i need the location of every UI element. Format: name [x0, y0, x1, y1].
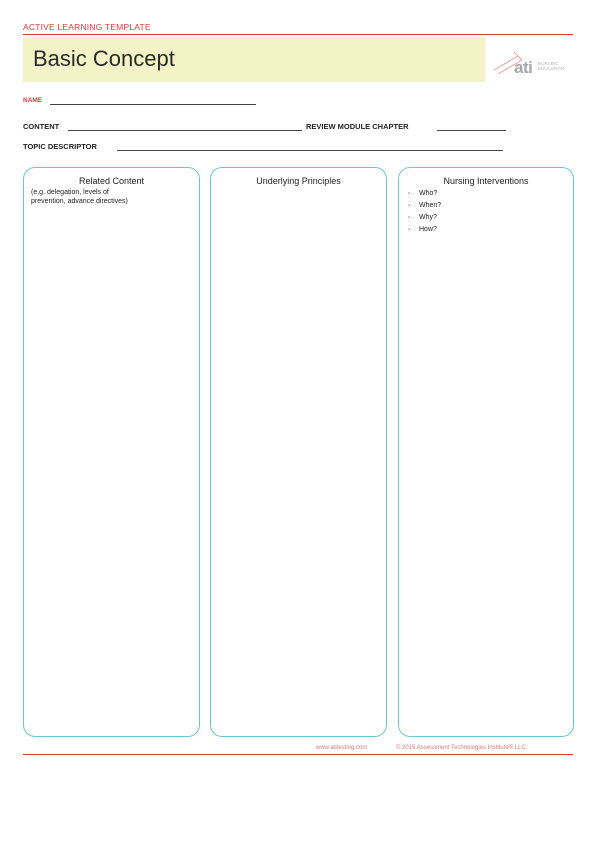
topic-descriptor-field[interactable]: [117, 150, 503, 151]
list-item: [406, 188, 441, 200]
nursing-interventions-list: [406, 188, 441, 236]
content-field[interactable]: [68, 130, 302, 131]
list-item-label: Why?: [419, 214, 437, 221]
list-item: [406, 200, 441, 212]
title-banner: [23, 37, 485, 82]
list-item-label: When?: [419, 202, 442, 209]
name-label: NAME: [23, 97, 43, 104]
logo-subtext: [538, 61, 564, 71]
review-module-chapter-label: REVIEW MODULE CHAPTER: [306, 122, 409, 131]
underlying-principles-box[interactable]: [210, 167, 387, 737]
name-field[interactable]: [50, 104, 256, 105]
related-content-example-line-1: (e.g. delegation, levels of: [31, 189, 109, 196]
list-item: [406, 212, 441, 224]
logo-wordmark: ati: [514, 58, 533, 77]
top-divider: [23, 34, 573, 35]
page-title: Basic Concept: [33, 46, 175, 71]
underlying-principles-title: Underlying Principles: [256, 176, 341, 186]
topic-descriptor-label: TOPIC DESCRIPTOR: [23, 142, 97, 151]
ati-logo: [488, 46, 578, 86]
list-item-label: How?: [419, 226, 437, 233]
chevron-right-icon: ›: [408, 215, 410, 221]
nursing-interventions-box[interactable]: [398, 167, 574, 737]
template-label: ACTIVE LEARNING TEMPLATE: [23, 22, 151, 32]
related-content-title: Related Content: [78, 176, 145, 186]
list-item: [406, 224, 441, 236]
list-item-label: Who?: [419, 190, 438, 197]
chevron-right-icon: ›: [408, 203, 410, 209]
review-module-chapter-field[interactable]: [437, 130, 506, 131]
related-content-example: [31, 188, 196, 206]
footer-copyright: © 2015 Assessment Technologies Institute® LLC.: [396, 745, 528, 751]
logo-sub-line-1: NURSING: [538, 61, 559, 66]
logo-sub-line-2: EDUCATION: [538, 66, 565, 71]
footer-website[interactable]: www.atitesting.com: [316, 745, 368, 751]
chevron-right-icon: ›: [408, 227, 410, 233]
nursing-interventions-title: Nursing Interventions: [443, 176, 529, 186]
chevron-right-icon: ›: [408, 191, 410, 197]
content-label: CONTENT: [23, 122, 60, 131]
bottom-divider: [23, 754, 573, 755]
related-content-example-line-2: prevention, advance directives): [31, 198, 128, 205]
related-content-box[interactable]: [23, 167, 200, 737]
